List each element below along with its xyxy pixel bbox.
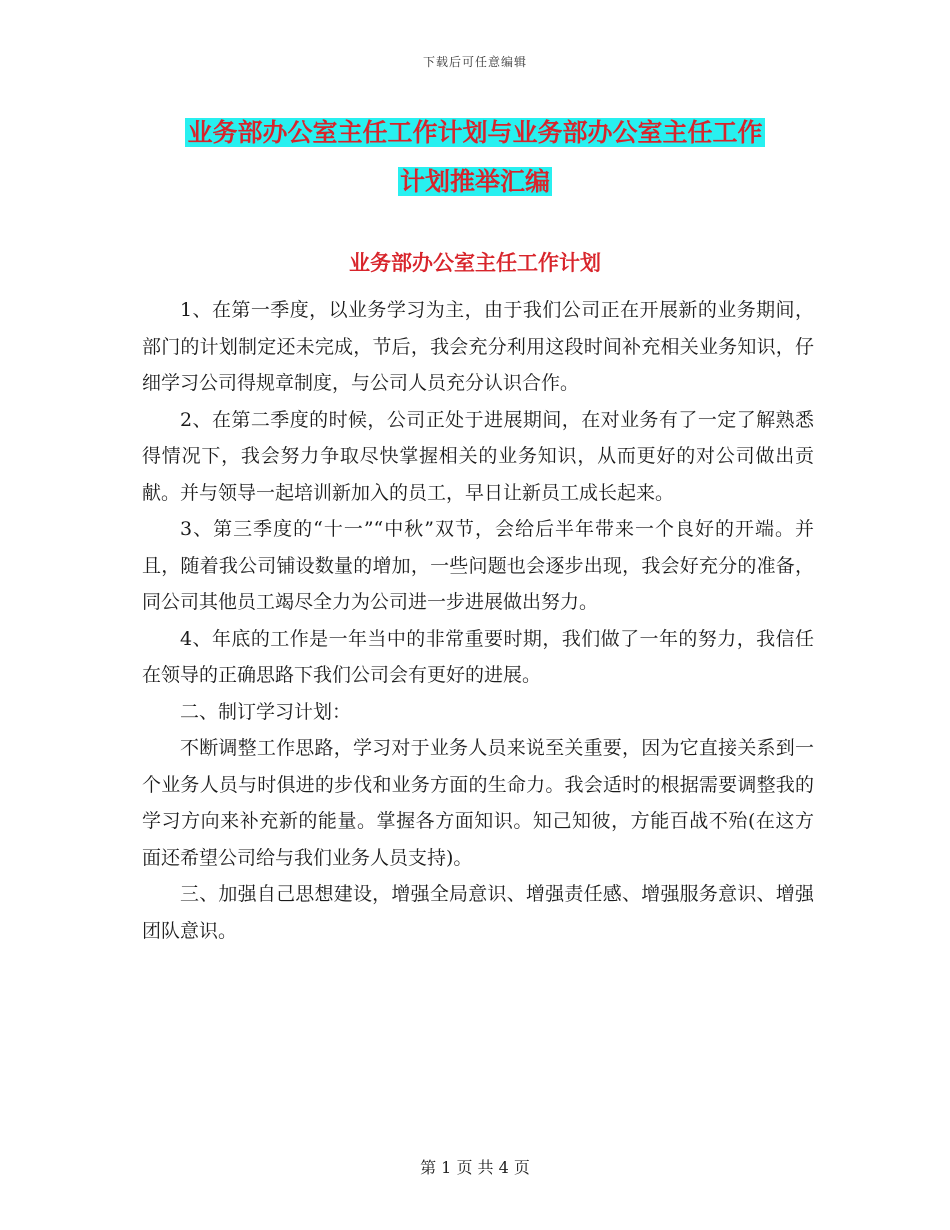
header-note: 下载后可任意编辑 [422,55,527,69]
paragraph: 二、制订学习计划： [180,700,352,723]
paragraph: 4、年底的工作是一年当中的非常重要时期，我们做了一年的努力，我信任在领导的正确思路下我们公司会有更好的进展。 [142,627,814,686]
paragraph: 3、第三季度的“十一”“中秋”双节，会给后半年带来一个良好的开端。并且，随着我公司铺设数量的增加，一些问题也会逐步出现，我会好充分的准备，同公司其他员工竭尽全力为公司进一步进展做出努力。 [142,518,814,613]
document-body [142,292,814,949]
paragraph: 不断调整工作思路，学习对于业务人员来说至关重要，因为它直接关系到一个业务人员与时俱进的步伐和业务方面的生命力。我会适时的根据需要调整我的学习方向来补充新的能量。掌握各方面知识。知己知彼，方能百战不殆(在这方面还希望公司给与我们业务人员支持)。 [142,737,814,869]
page-number: 第 1 页 共 4 页 [420,1158,530,1177]
paragraph: 2、在第二季度的时候，公司正处于进展期间，在对业务有了一定了解熟悉得情况下，我会努力争取尽快掌握相关的业务知识，从而更好的对公司做出贡献。并与领导一起培训新加入的员工，早日让新员工成长起来。 [142,408,814,504]
title-line-2: 计划推举汇编 [399,167,550,196]
section-title: 业务部办公室主任工作计划 [349,251,601,275]
title-line-1: 业务部办公室主任工作计划与业务部办公室主任工作 [187,118,763,147]
paragraph: 三、加强自己思想建设，增强全局意识、增强责任感、增强服务意识、增强团队意识。 [142,883,814,942]
paragraph: 1、在第一季度，以业务学习为主，由于我们公司正在开展新的业务期间，部门的计划制定还未完成，节后，我会充分利用这段时间补充相关业务知识，仔细学习公司得规章制度，与公司人员充分认识合作。 [142,299,814,394]
document-title [0,108,950,206]
